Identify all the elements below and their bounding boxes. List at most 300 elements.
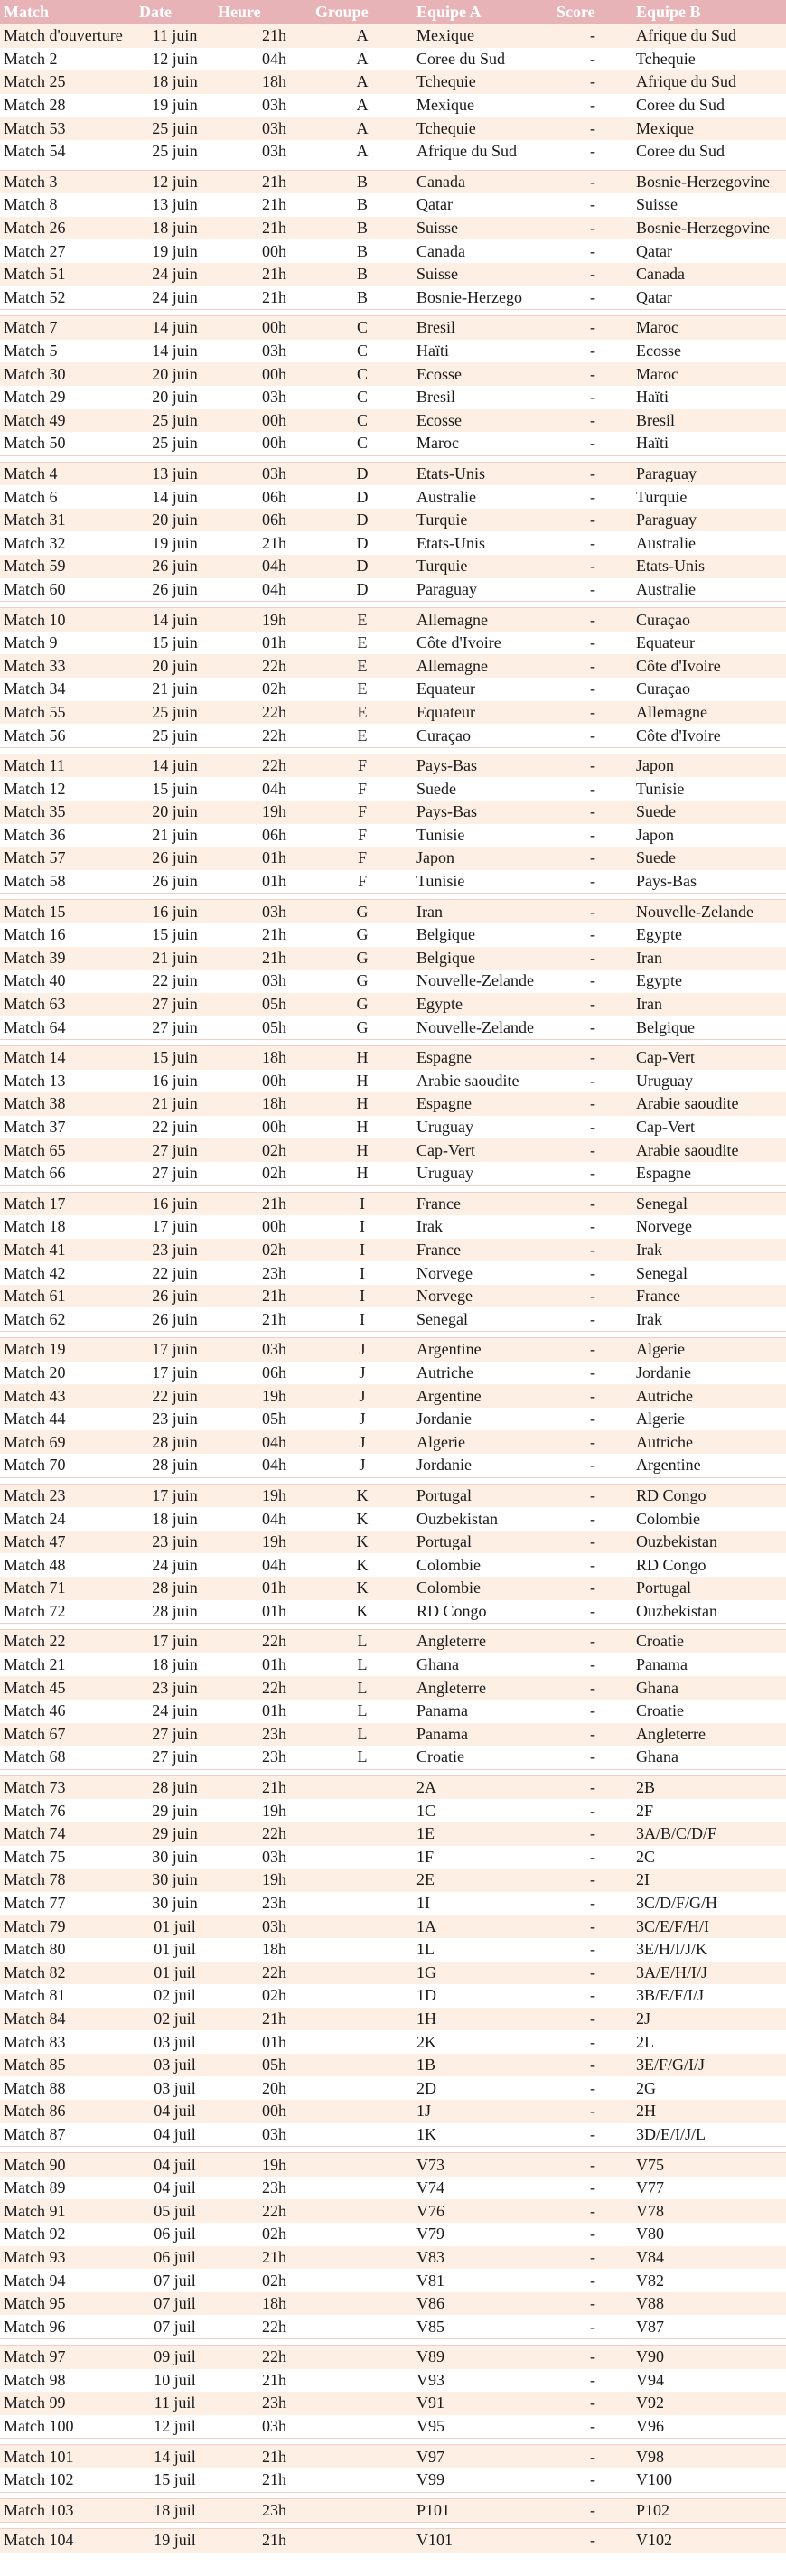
cell-score: - [553, 1553, 632, 1577]
cell-match: Match 12 [0, 777, 136, 801]
cell-equipe-a: V86 [413, 2292, 553, 2316]
cell-match: Match 31 [0, 509, 136, 532]
cell-equipe-a: Egypte [413, 993, 553, 1016]
cell-score: - [553, 608, 632, 632]
cell-equipe-b: Uruguay [632, 1070, 786, 1093]
cell-heure: 02h [214, 2223, 312, 2246]
cell-match: Match 100 [0, 2415, 136, 2439]
cell-heure: 21h [214, 2468, 312, 2492]
table-row [0, 386, 786, 409]
cell-match: Match 57 [0, 847, 136, 870]
cell-heure: 01h [214, 847, 312, 870]
cell-equipe-a: Tchequie [413, 117, 553, 140]
cell-equipe-a: 1I [413, 1892, 553, 1916]
cell-equipe-b: Algerie [632, 1338, 786, 1362]
cell-match: Match 26 [0, 217, 136, 240]
cell-date: 16 juin [136, 1192, 214, 1215]
cell-heure: 04h [214, 48, 312, 71]
cell-match: Match 70 [0, 1454, 136, 1477]
cell-match: Match 50 [0, 432, 136, 455]
group-separator [0, 747, 786, 754]
table-row [0, 970, 786, 993]
table-row [0, 1600, 786, 1624]
cell-match: Match 17 [0, 1192, 136, 1215]
cell-equipe-a: V101 [413, 2529, 553, 2553]
cell-match: Match 86 [0, 2100, 136, 2123]
table-row [0, 2246, 786, 2270]
cell-groupe [312, 2468, 413, 2492]
cell-equipe-a: Cap-Vert [413, 1138, 553, 1162]
cell-heure: 22h [214, 754, 312, 777]
cell-groupe [312, 2415, 413, 2439]
group-separator [0, 1332, 786, 1338]
cell-score: - [553, 1261, 632, 1285]
cell-equipe-a: Ecosse [413, 362, 553, 386]
table-row [0, 193, 786, 217]
cell-groupe [312, 1962, 413, 1985]
cell-equipe-b: Croatie [632, 1700, 786, 1723]
cell-equipe-b: Tchequie [632, 48, 786, 71]
cell-equipe-a: V89 [413, 2346, 553, 2369]
cell-groupe: E [312, 701, 413, 725]
cell-date: 04 juil [136, 2123, 214, 2147]
cell-match: Match 76 [0, 1799, 136, 1822]
cell-date: 25 juin [136, 701, 214, 725]
cell-heure: 22h [214, 1676, 312, 1700]
cell-equipe-b: Irak [632, 1307, 786, 1331]
group-separator [0, 164, 786, 170]
cell-equipe-a: Bosnie-Herzego [413, 286, 553, 310]
cell-groupe [312, 2498, 413, 2523]
cell-date: 04 juil [136, 2153, 214, 2177]
cell-heure: 21h [214, 531, 312, 555]
cell-groupe: I [312, 1285, 413, 1308]
cell-equipe-a: 1F [413, 1846, 553, 1869]
table-row [0, 1261, 786, 1285]
cell-score: - [553, 2223, 632, 2246]
cell-equipe-a: V81 [413, 2269, 553, 2292]
cell-score: - [553, 1962, 632, 1985]
table-row [0, 217, 786, 240]
cell-equipe-b: Suede [632, 847, 786, 870]
cell-date: 04 juil [136, 2100, 214, 2123]
table-row [0, 578, 786, 602]
table-row [0, 2054, 786, 2077]
cell-groupe [312, 1984, 413, 2008]
table-row [0, 1307, 786, 1331]
cell-equipe-b: 2F [632, 1799, 786, 1822]
cell-equipe-b: V98 [632, 2445, 786, 2468]
cell-equipe-a: Turquie [413, 555, 553, 578]
cell-match: Match 81 [0, 1984, 136, 2008]
cell-date: 17 juin [136, 1362, 214, 1385]
table-row [0, 824, 786, 848]
table-row [0, 900, 786, 923]
table-row [0, 870, 786, 894]
table-row [0, 2030, 786, 2054]
cell-groupe [312, 1846, 413, 1869]
group-separator [0, 2492, 786, 2498]
group-separator [0, 602, 786, 608]
cell-equipe-b: Qatar [632, 286, 786, 310]
header-match: Match [0, 0, 136, 24]
cell-heure: 00h [214, 1070, 312, 1093]
cell-equipe-b: Espagne [632, 1162, 786, 1185]
cell-equipe-b: Cap-Vert [632, 1116, 786, 1139]
cell-groupe: A [312, 24, 413, 48]
cell-date: 24 juin [136, 1700, 214, 1723]
table-row [0, 409, 786, 433]
cell-groupe: E [312, 632, 413, 655]
cell-equipe-a: Norvege [413, 1261, 553, 1285]
cell-date: 26 juin [136, 870, 214, 894]
cell-equipe-a: 1J [413, 2100, 553, 2123]
cell-score: - [553, 1775, 632, 1799]
cell-groupe: J [312, 1362, 413, 1385]
cell-equipe-a: Belgique [413, 923, 553, 947]
cell-score: - [553, 193, 632, 217]
cell-date: 07 juil [136, 2292, 214, 2316]
group-separator [0, 310, 786, 316]
cell-groupe [312, 2054, 413, 2077]
cell-equipe-b: Etats-Unis [632, 555, 786, 578]
cell-date: 26 juin [136, 1307, 214, 1331]
cell-date: 10 juil [136, 2369, 214, 2393]
cell-equipe-b: 2G [632, 2076, 786, 2100]
cell-date: 21 juin [136, 947, 214, 970]
cell-heure: 03h [214, 900, 312, 923]
cell-equipe-b: Bosnie-Herzegovine [632, 170, 786, 193]
cell-match: Match 53 [0, 117, 136, 140]
cell-heure: 04h [214, 777, 312, 801]
cell-equipe-b: Australie [632, 578, 786, 602]
cell-date: 26 juin [136, 578, 214, 602]
cell-score: - [553, 632, 632, 655]
cell-groupe: H [312, 1045, 413, 1069]
cell-date: 23 juin [136, 1676, 214, 1700]
cell-equipe-a: Angleterre [413, 1676, 553, 1700]
table-row [0, 1239, 786, 1262]
cell-date: 25 juin [136, 724, 214, 747]
cell-match: Match 14 [0, 1045, 136, 1069]
cell-heure: 18h [214, 70, 312, 94]
cell-score: - [553, 1507, 632, 1531]
cell-date: 06 juil [136, 2223, 214, 2246]
cell-score: - [553, 2153, 632, 2177]
cell-score: - [553, 2008, 632, 2031]
table-row [0, 2199, 786, 2223]
cell-equipe-b: Curaçao [632, 608, 786, 632]
cell-equipe-b: Egypte [632, 923, 786, 947]
cell-heure: 01h [214, 1653, 312, 1677]
cell-groupe [312, 2100, 413, 2123]
cell-heure: 00h [214, 1215, 312, 1239]
cell-date: 03 juil [136, 2076, 214, 2100]
cell-date: 18 juin [136, 1507, 214, 1531]
table-row [0, 432, 786, 455]
table-row [0, 286, 786, 310]
table-row [0, 48, 786, 71]
cell-equipe-a: P101 [413, 2498, 553, 2523]
cell-groupe: E [312, 654, 413, 678]
cell-match: Match 49 [0, 409, 136, 433]
cell-score: - [553, 1092, 632, 1116]
cell-heure: 19h [214, 608, 312, 632]
cell-match: Match 83 [0, 2030, 136, 2054]
cell-equipe-a: Nouvelle-Zelande [413, 970, 553, 993]
cell-heure: 03h [214, 2415, 312, 2439]
cell-match: Match 97 [0, 2346, 136, 2369]
cell-groupe: F [312, 754, 413, 777]
cell-match: Match 68 [0, 1746, 136, 1769]
table-row [0, 1553, 786, 1577]
cell-date: 20 juin [136, 801, 214, 824]
cell-groupe: F [312, 847, 413, 870]
group-separator [0, 1769, 786, 1775]
cell-score: - [553, 2076, 632, 2100]
table-row [0, 1430, 786, 1454]
cell-match: Match 39 [0, 947, 136, 970]
cell-date: 18 juin [136, 1653, 214, 1677]
cell-equipe-a: 1A [413, 1915, 553, 1938]
cell-match: Match 88 [0, 2076, 136, 2100]
cell-groupe: H [312, 1070, 413, 1093]
table-row [0, 2392, 786, 2415]
cell-heure: 18h [214, 2292, 312, 2316]
table-row [0, 531, 786, 555]
cell-date: 13 juin [136, 193, 214, 217]
cell-score: - [553, 1653, 632, 1677]
cell-match: Match 52 [0, 286, 136, 310]
cell-score: - [553, 48, 632, 71]
cell-score: - [553, 701, 632, 725]
cell-groupe: A [312, 140, 413, 164]
cell-equipe-a: Espagne [413, 1045, 553, 1069]
separator-cell [0, 2439, 786, 2445]
cell-groupe: K [312, 1531, 413, 1554]
cell-score: - [553, 2445, 632, 2468]
cell-equipe-a: Tunisie [413, 824, 553, 848]
separator-cell [0, 1039, 786, 1045]
cell-date: 15 juin [136, 777, 214, 801]
cell-heure: 03h [214, 94, 312, 117]
cell-match: Match 55 [0, 701, 136, 725]
cell-heure: 21h [214, 1775, 312, 1799]
cell-heure: 18h [214, 1938, 312, 1962]
cell-equipe-a: V99 [413, 2468, 553, 2492]
cell-groupe: L [312, 1723, 413, 1747]
cell-score: - [553, 1430, 632, 1454]
cell-date: 01 juil [136, 1938, 214, 1962]
cell-groupe: G [312, 970, 413, 993]
table-row [0, 1984, 786, 2008]
cell-date: 16 juin [136, 1070, 214, 1093]
cell-date: 17 juin [136, 1484, 214, 1507]
cell-equipe-a: Japon [413, 847, 553, 870]
cell-score: - [553, 340, 632, 363]
cell-equipe-a: V76 [413, 2199, 553, 2223]
cell-date: 22 juin [136, 970, 214, 993]
cell-match: Match 95 [0, 2292, 136, 2316]
cell-match: Match 44 [0, 1408, 136, 1431]
cell-equipe-b: 3A/B/C/D/F [632, 1822, 786, 1846]
cell-score: - [553, 2177, 632, 2200]
table-row [0, 1408, 786, 1431]
cell-heure: 23h [214, 1261, 312, 1285]
cell-heure: 04h [214, 1507, 312, 1531]
cell-match: Match 4 [0, 462, 136, 485]
cell-equipe-a: Tchequie [413, 70, 553, 94]
separator-cell [0, 1477, 786, 1484]
cell-equipe-b: 2B [632, 1775, 786, 1799]
cell-date: 20 juin [136, 386, 214, 409]
cell-date: 16 juin [136, 900, 214, 923]
cell-date: 29 juin [136, 1822, 214, 1846]
cell-date: 18 juin [136, 217, 214, 240]
cell-equipe-a: Iran [413, 900, 553, 923]
cell-equipe-a: 1L [413, 1938, 553, 1962]
separator-cell [0, 1332, 786, 1338]
cell-score: - [553, 2246, 632, 2270]
cell-equipe-a: Argentine [413, 1384, 553, 1408]
cell-equipe-b: Canada [632, 263, 786, 286]
cell-date: 30 juin [136, 1869, 214, 1892]
cell-score: - [553, 1285, 632, 1308]
cell-equipe-a: Afrique du Sud [413, 140, 553, 164]
cell-match: Match 15 [0, 900, 136, 923]
cell-groupe: I [312, 1239, 413, 1262]
cell-date: 15 juin [136, 923, 214, 947]
cell-heure: 21h [214, 2246, 312, 2270]
cell-equipe-b: Coree du Sud [632, 94, 786, 117]
table-row [0, 2100, 786, 2123]
table-row [0, 1630, 786, 1653]
cell-groupe [312, 2246, 413, 2270]
cell-date: 14 juin [136, 316, 214, 340]
cell-date: 14 juin [136, 754, 214, 777]
cell-heure: 19h [214, 1484, 312, 1507]
cell-equipe-a: Pays-Bas [413, 754, 553, 777]
cell-score: - [553, 1070, 632, 1093]
table-row [0, 1531, 786, 1554]
cell-groupe: H [312, 1092, 413, 1116]
cell-heure: 19h [214, 1799, 312, 1822]
cell-score: - [553, 2123, 632, 2147]
cell-equipe-b: V87 [632, 2315, 786, 2338]
table-row [0, 117, 786, 140]
table-row [0, 1384, 786, 1408]
cell-heure: 22h [214, 701, 312, 725]
cell-match: Match 27 [0, 239, 136, 263]
cell-date: 17 juin [136, 1630, 214, 1653]
table-row [0, 2123, 786, 2147]
table-row [0, 1799, 786, 1822]
cell-date: 21 juin [136, 678, 214, 701]
cell-groupe: I [312, 1215, 413, 1239]
cell-equipe-a: V97 [413, 2445, 553, 2468]
cell-heure: 21h [214, 947, 312, 970]
cell-heure: 03h [214, 1846, 312, 1869]
table-row [0, 1016, 786, 1039]
cell-equipe-a: Suisse [413, 217, 553, 240]
cell-score: - [553, 847, 632, 870]
cell-groupe: I [312, 1261, 413, 1285]
cell-match: Match 90 [0, 2153, 136, 2177]
cell-heure: 19h [214, 1531, 312, 1554]
separator-cell [0, 602, 786, 608]
cell-equipe-b: Ghana [632, 1676, 786, 1700]
cell-heure: 05h [214, 1016, 312, 1039]
cell-date: 24 juin [136, 286, 214, 310]
table-row [0, 1775, 786, 1799]
cell-match: Match 79 [0, 1915, 136, 1938]
table-row [0, 462, 786, 485]
cell-date: 12 juil [136, 2415, 214, 2439]
cell-equipe-b: France [632, 1285, 786, 1308]
cell-heure: 03h [214, 2123, 312, 2147]
cell-groupe [312, 2529, 413, 2553]
table-row [0, 2468, 786, 2492]
cell-groupe [312, 2177, 413, 2200]
cell-equipe-a: Ecosse [413, 409, 553, 433]
cell-heure: 03h [214, 117, 312, 140]
cell-groupe [312, 2445, 413, 2468]
cell-heure: 21h [214, 263, 312, 286]
cell-groupe: G [312, 993, 413, 1016]
cell-equipe-b: Ecosse [632, 340, 786, 363]
cell-equipe-a: Uruguay [413, 1116, 553, 1139]
table-row [0, 993, 786, 1016]
cell-match: Match 63 [0, 993, 136, 1016]
cell-heure: 21h [214, 1307, 312, 1331]
cell-score: - [553, 1138, 632, 1162]
cell-match: Match 58 [0, 870, 136, 894]
cell-equipe-b: 2J [632, 2008, 786, 2031]
cell-groupe: C [312, 362, 413, 386]
cell-heure: 06h [214, 485, 312, 509]
cell-score: - [553, 1846, 632, 1869]
cell-groupe: A [312, 48, 413, 71]
cell-equipe-a: 2E [413, 1869, 553, 1892]
cell-heure: 22h [214, 724, 312, 747]
cell-date: 22 juin [136, 1261, 214, 1285]
cell-score: - [553, 1116, 632, 1139]
cell-equipe-b: Egypte [632, 970, 786, 993]
cell-match: Match 96 [0, 2315, 136, 2338]
cell-heure: 00h [214, 432, 312, 455]
cell-date: 23 juin [136, 1239, 214, 1262]
table-row [0, 2445, 786, 2468]
table-row [0, 1700, 786, 1723]
cell-match: Match 80 [0, 1938, 136, 1962]
cell-heure: 01h [214, 1600, 312, 1624]
cell-equipe-b: Paraguay [632, 462, 786, 485]
cell-equipe-a: V91 [413, 2392, 553, 2415]
table-row [0, 485, 786, 509]
table-row [0, 1915, 786, 1938]
cell-heure: 06h [214, 1362, 312, 1385]
cell-heure: 21h [214, 2369, 312, 2393]
cell-match: Match 3 [0, 170, 136, 193]
cell-equipe-b: V96 [632, 2415, 786, 2439]
cell-equipe-b: Belgique [632, 1016, 786, 1039]
cell-date: 17 juin [136, 1338, 214, 1362]
cell-heure: 00h [214, 1116, 312, 1139]
cell-score: - [553, 1239, 632, 1262]
cell-groupe [312, 1822, 413, 1846]
cell-date: 27 juin [136, 1138, 214, 1162]
cell-score: - [553, 900, 632, 923]
